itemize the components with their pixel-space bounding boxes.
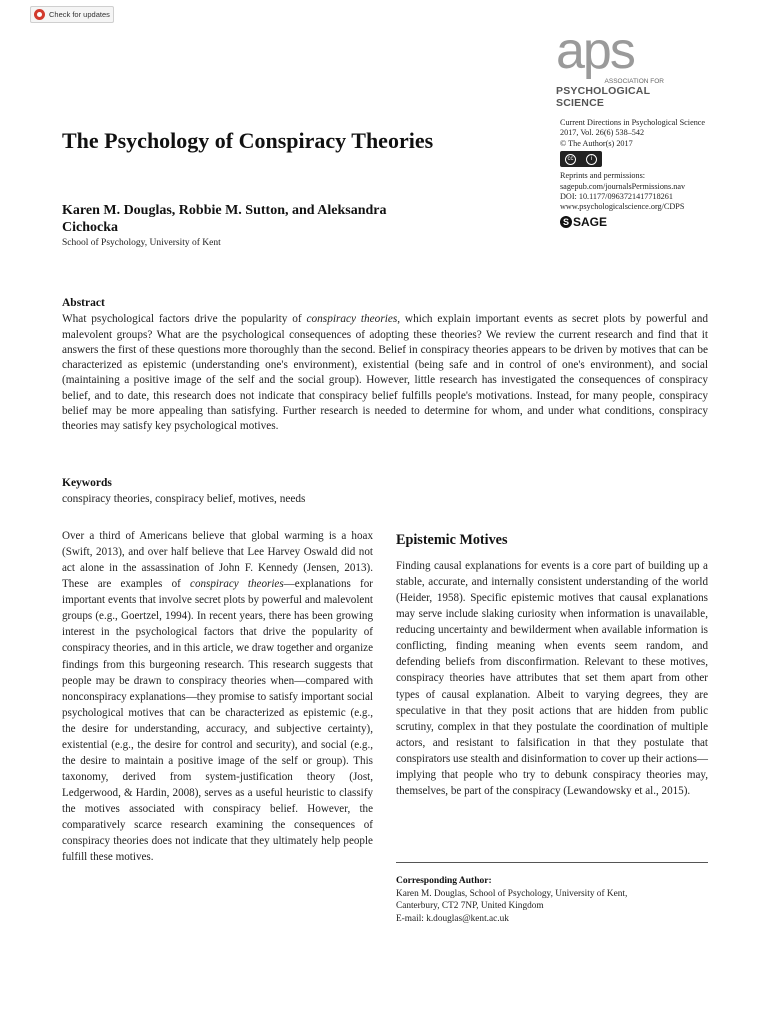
aps-logo-mark: aps bbox=[556, 22, 634, 80]
abstract-heading: Abstract bbox=[62, 297, 105, 309]
check-for-updates-button[interactable] bbox=[30, 6, 114, 23]
epistemic-section bbox=[396, 532, 708, 799]
abstract-text-2: , which explain important events as secret plots by powerful and malevolent groups? What are the psychological consequences of adopting these theories? We review the current research and find that it answers the first of these questions more thoroughly than the second. Belief in conspiracy theories appears to be driven by motives that can be characterized as epistemic (understanding one's environment), existential (being safe and in control of one's environment), and social (maintaining a positive image of the self and the social group). However, little research has investigated the consequences of conspiracy belief, and to date, this research does not indicate that conspiracy belief fulfills people's motivations. Instead, for many people, conspiracy belief may be more appealing than satisfying. Further research is needed to determine for whom, and under what conditions, conspiracy theories may satisfy key psychological motives. bbox=[62, 313, 708, 433]
corresponding-author-email[interactable]: E-mail: k.douglas@kent.ac.uk bbox=[396, 913, 509, 924]
keywords-heading: Keywords bbox=[62, 477, 112, 489]
update-icon bbox=[34, 9, 45, 20]
aps-logo-line1: ASSOCIATION FOR bbox=[604, 78, 664, 85]
abstract bbox=[62, 296, 708, 435]
abstract-term: conspiracy theories bbox=[306, 313, 398, 326]
section-heading: Epistemic Motives bbox=[396, 532, 508, 548]
corresponding-author-heading: Corresponding Author: bbox=[396, 876, 492, 886]
journal-copyright: © The Author(s) 2017 bbox=[560, 138, 633, 148]
doi-link[interactable]: DOI: 10.1177/0963721417718261 bbox=[560, 192, 673, 202]
section-body: Finding causal explanations for events is a core part of building up a stable, accurate, and internally consistent understanding of the world (Heider, 1958). Specific epistemic motives that causal explanations may serve include slaking curiosity when information is unavailable, reducing uncertainty and bewilderment when available information is conflicting, finding meaning when events seem random, and defending beliefs from disconfirmation. Relevant to these motives, conspiracy theories have attributes that set them apart from other types of causal explanation. Albeit to varying degrees, they are speculative in that they posit actions that are hidden from public scrutiny, complex in that they postulate the coordination of multiple actors, and resistant to falsification in that they postulate that conspirators use stealth and disinformation to cover up their actions—implying that people who try to debunk conspiracy theories may, themselves, be part of the conspiracy (Lewandowsky et al., 2015). bbox=[396, 560, 708, 797]
abstract-text-1: What psychological factors drive the popularity of bbox=[62, 313, 307, 326]
journal-site-link[interactable]: www.psychologicalscience.org/CDPS bbox=[560, 202, 685, 212]
sage-s-icon: S bbox=[560, 216, 572, 228]
keywords bbox=[62, 476, 708, 508]
check-for-updates-label: Check for updates bbox=[49, 10, 110, 19]
journal-name: Current Directions in Psychological Science bbox=[560, 118, 706, 127]
sage-logo-text: SAGE bbox=[573, 214, 608, 229]
article-title: The Psychology of Conspiracy Theories bbox=[62, 128, 434, 153]
reprints-link[interactable]: sagepub.com/journalsPermissions.nav bbox=[560, 181, 686, 191]
cc-by-icon[interactable] bbox=[560, 151, 602, 167]
intro-text-2: —explanations for important events that involve secret plots by powerful and malevolent groups (e.g., Goertzel, 1994). In recent years, there has been growing interest in the psychological factors that drive the popularity of conspiracy theories, and in this article, we draw together and organize findings from this burgeoning research. This research suggests that people may be drawn to conspiracy theories when—compared with nonconspiracy explanations—they promise to satisfy important social psychological motives that can be characterized as epistemic (e.g., the desire for understanding, accuracy, and subjective certainty), existential (e.g., the desire for control and security), and social (e.g., the desire to maintain a positive image of the self or group). This taxonomy, derived from system-justification theory (Jost, Ledgerwood, & Hardin, 2008), serves as a useful heuristic to classify the motives associated with conspiracy belief. However, the comparatively scarce research examining the consequences of conspiracy theories does not indicate that they ultimately help people fulfill these motives. bbox=[62, 578, 373, 864]
sage-logo bbox=[560, 216, 730, 228]
journal-info bbox=[560, 118, 730, 228]
corresponding-author-line1: Karen M. Douglas, School of Psychology, University of Kent, bbox=[396, 888, 628, 899]
corresponding-author bbox=[396, 862, 708, 925]
author-list: Karen M. Douglas, Robbie M. Sutton, and Aleksandra Cichocka bbox=[62, 203, 387, 235]
aps-logo bbox=[556, 22, 686, 109]
reprints-label: Reprints and permissions: bbox=[560, 171, 646, 181]
keywords-list: conspiracy theories, conspiracy belief, motives, needs bbox=[62, 493, 306, 506]
cc-icon: cc bbox=[565, 154, 576, 165]
intro-paragraph bbox=[62, 528, 373, 865]
aps-logo-line2: PSYCHOLOGICAL SCIENCE bbox=[556, 85, 650, 109]
intro-term: conspiracy theories bbox=[190, 578, 284, 591]
author-affiliation: School of Psychology, University of Kent bbox=[62, 238, 221, 248]
by-icon: i bbox=[586, 154, 597, 165]
corresponding-author-line2: Canterbury, CT2 7NP, United Kingdom bbox=[396, 901, 544, 912]
journal-volume: 2017, Vol. 26(6) 538–542 bbox=[560, 128, 645, 138]
intro-text-1: Over a third of Americans believe that global warming is a hoax (Swift, 2013), and over half believe that Lee Harvey Oswald did not act alone in the assassination of John F. Kennedy (Jensen, 2013). These are examples of bbox=[62, 530, 373, 591]
